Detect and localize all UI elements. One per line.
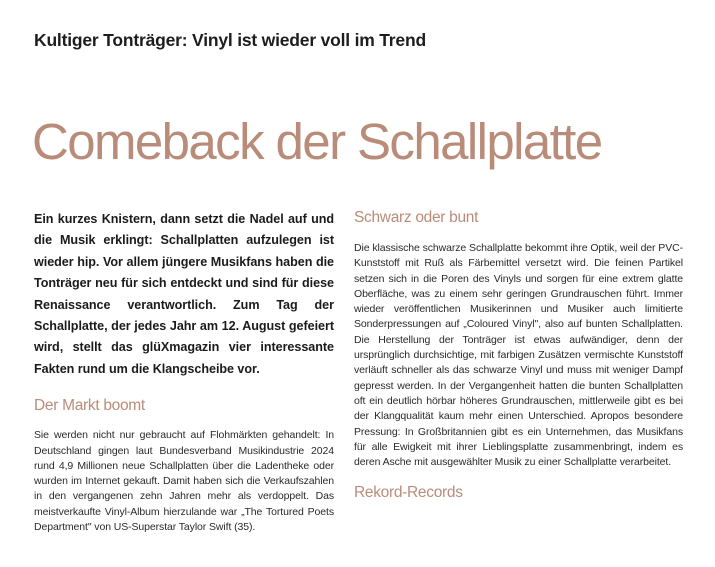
section-heading-schwarz-oder-bunt: Schwarz oder bunt bbox=[354, 209, 479, 226]
cut-off-next-heading bbox=[34, 553, 334, 567]
article-kicker: Kultiger Tonträger: Vinyl ist wieder voll im Trend bbox=[34, 30, 426, 50]
left-column bbox=[34, 209, 334, 567]
article-headline: Comeback der Schallplatte bbox=[32, 113, 602, 171]
section-body-schwarz-oder-bunt: Die klassische schwarze Schallplatte bekommt ihre Optik, weil der PVC-Kunststoff mit Ruß als Färbemittel versetzt wird. Die feinen Partikel setzen sich in die Poren des Vinyls und sorgen für eine extrem glatte Oberfläche, was zu einem sehr geringen Grundrauschen führt. Immer wieder veröffentlichen Musikerinnen und Musiker auch limitierte Sonderpressungen auf „Coloured Vinyl", also auf bunten Schallplatten. Die Herstellung der Tonträger ist etwas aufwändiger, denn der ursprünglich durchsichtige, mit farbigen Zusätzen vermischte Kunststoff verläuft schneller als das schwarze Vinyl und muss mit weniger Dampf gepresst werden. In der Vergangenheit hatten die bunten Schallplatten oft ein deutlich hörbar höheres Grundrauschen, mittlerweile gibt es bei der Klangqualität kaum mehr einen Unterschied. Apropos besondere Pressung: In Großbritannien gibt es ein Unternehmen, das Musikfans für alle Ewigkeit mit ihrer Lieblingsplatte zusammenbringt, indem es deren Asche mit ausgewählter Musik zu einer Schallplatte verarbeitet. bbox=[354, 242, 683, 469]
section-body-der-markt-boomt: Sie werden nicht nur gebraucht auf Flohmärkten gehandelt: In Deutschland gingen laut Bundesverband Musikindustrie 2024 rund 4,9 Millionen neue Schallplatten über die Ladentheke oder wurden im Internet gekauft. Damit haben sich die Verkaufszahlen in den vergangenen zehn Jahren mehr als verdoppelt. Das meistverkaufte Vinyl-Album hierzulande war „The Tortured Poets Department" von US-Superstar Taylor Swift (35). bbox=[34, 429, 334, 534]
section-heading-der-markt-boomt: Der Markt boomt bbox=[34, 397, 145, 415]
article-lead: Ein kurzes Knistern, dann setzt die Nadel auf und die Musik erklingt: Schallplatten aufzulegen ist wieder hip. Vor allem jüngere Musikfans haben die Tonträger neu für sich entdeckt und sind für diese Renaissance verantwortlich. Zum Tag der Schallplatte, der jedes Jahr am 12. August gefeiert wird, stellt das glüXmagazin vier interessante Fakten rund um die Klangscheibe vor. bbox=[34, 212, 334, 376]
section-heading-rekord-records: Rekord-Records bbox=[354, 484, 463, 502]
right-column bbox=[354, 209, 683, 502]
